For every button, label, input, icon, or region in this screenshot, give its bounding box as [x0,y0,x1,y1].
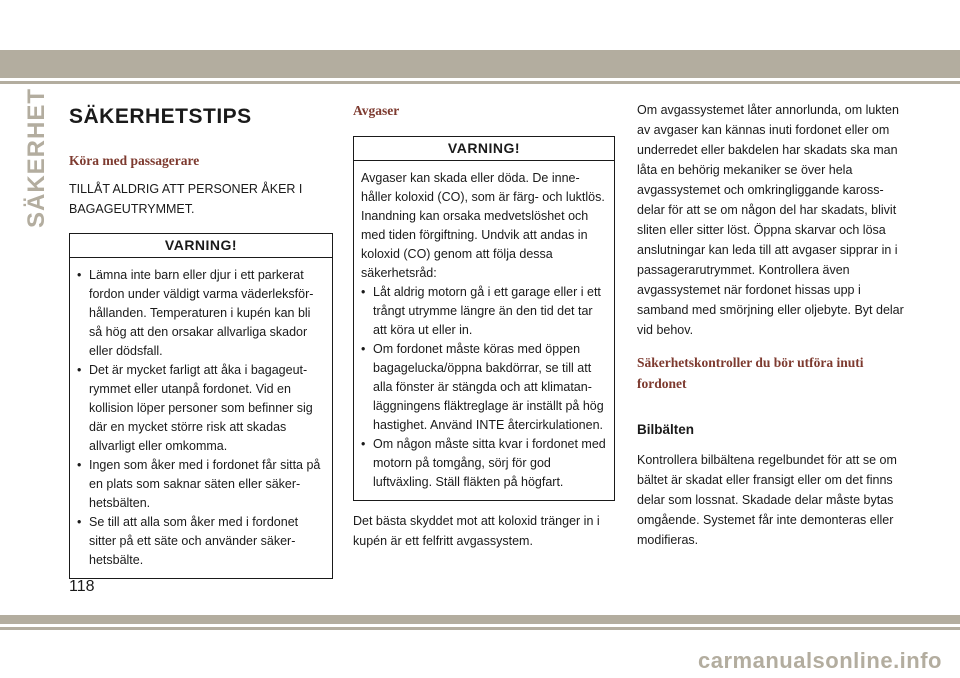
warning-bullet: • Om någon måste sitta kvar i fordonet med motorn på tomgång, sörj för god luftväxling. Ställ fläkten på högfart. [361,437,606,489]
intro-paragraph: TILLÅT ALDRIG ATT PERSONER ÅKER I BAGAGEUTRYMMET. [69,182,303,216]
warning-body [70,258,332,578]
column-2 [353,100,615,551]
column-3 [637,100,905,550]
warning-body [354,161,614,500]
header-rule [0,81,960,84]
subheading-passengers: Köra med passagerare [69,153,200,168]
column-1 [69,100,333,579]
exhaust-check-paragraph: Om avgassystemet låter annorlunda, om lukten av avgaser kan kännas inuti fordonet eller om underredet eller bakdelen har skadats ska man låta en behörig mekaniker se över hela avgassystemet och omkringliggande karossdelar för att se om någon del har skadats, blivit sliten eller sitter löst. Öppna skarvar och lösa anslutningar kan leda till att avgaser sipprar in i passagerarutrymmet. Kontrollera även avgassystemet när fordonet hissas upp i samband med smörjning eller oljebyte. Byt delar vid behov. [637,103,904,337]
subheading-exhaust: Avgaser [353,103,400,118]
page-title: SÄKERHETSTIPS [69,105,252,128]
section-tab [22,87,52,229]
watermark: carmanualsonline.info [698,648,942,673]
warning-title: VARNING! [70,234,332,258]
warning-bullet: • Ingen som åker med i fordonet får sitta på en plats som saknar säten eller säkerhetsbälten. [77,458,321,510]
footer-rule [0,627,960,630]
page-number: 118 [69,578,95,595]
warning-box-passengers [69,233,333,579]
section-label: SÄKERHET [23,87,51,229]
subheading-safety-checks: Säkerhetskontroller du bör utföra inuti fordonet [637,355,864,391]
footer-band [0,615,960,624]
warning-bullet: • Lämna inte barn eller djur i ett parkerat fordon under väldigt varma väderleksförhållanden. Temperaturen i kupén kan bli så hög att den orsakar allvarliga skador eller dödsfall. [77,268,314,358]
warning-box-exhaust [353,136,615,501]
warning-bullet: • Se till att alla som åker med i fordonet sitter på ett säte och använder säkerhetsbälte. [77,515,299,567]
warning-bullet: • Det är mycket farligt att åka i bagageutrymmet eller utanpå fordonet. Vid en kollision löper personer som befinner sig där en mycket större risk att skadas allvarligt eller omkomma. [77,363,313,453]
warning-intro: Avgaser kan skada eller döda. De innehåller koloxid (CO), som är färg- och luktlös. Inandning kan orsaka medvetslöshet och med tiden förgiftning. Undvik att andas in koloxid (CO) genom att följa dessa säkerhetsråd: [361,171,605,280]
heading-seatbelts: Bilbälten [637,422,695,437]
seatbelt-paragraph: Kontrollera bilbältena regelbundet för att se om bältet är skadat eller fransigt eller om det finns delar som lossnat. Skadade delar måste bytas omgående. Systemet får inte demonteras eller modifieras. [637,453,897,547]
exhaust-paragraph: Det bästa skyddet mot att koloxid tränger in i kupén är ett felfritt avgassystem. [353,514,600,548]
warning-title: VARNING! [354,137,614,161]
header-band [0,50,960,78]
warning-bullet: • Om fordonet måste köras med öppen bagagelucka/öppna bakdörrar, se till att alla fönster är stängda och att klimatanläggningens fläktreglage är inställt på hög hastighet. Använd INTE återcirkulationen. [361,342,604,432]
warning-bullet: • Låt aldrig motorn gå i ett garage eller i ett trångt utrymme längre än den tid det tar att köra ut eller in. [361,285,601,337]
